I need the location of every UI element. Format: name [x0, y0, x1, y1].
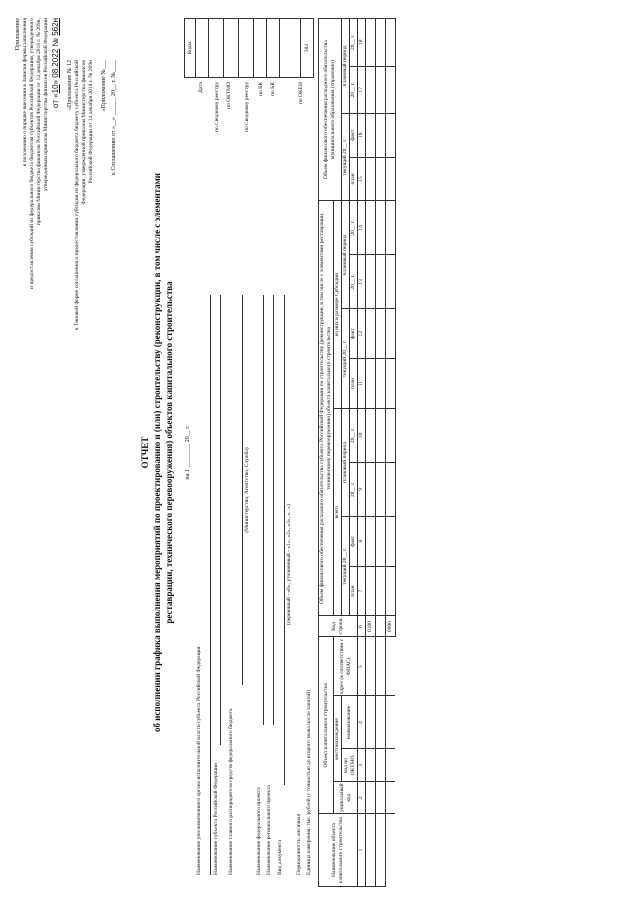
header-row-label: Наименование уполномоченного органа исполнительной власти субъекта Российской Федерации	[196, 646, 202, 875]
annex2-title: «Приложение № 12	[67, 60, 73, 110]
col-number: 10	[358, 408, 366, 462]
col-head-fact: факт	[350, 516, 358, 566]
approval-stamp: от «10» 08.2022 № 562н	[51, 18, 60, 108]
annex-title: Приложение	[15, 18, 21, 51]
code-cell	[267, 19, 280, 78]
col-number: 14	[358, 201, 366, 255]
col-head-fact: факт	[350, 113, 358, 157]
col-head-current: текущий 20__ г.	[342, 113, 350, 200]
col-head-year: 20__ г.	[350, 255, 358, 309]
header-row-label: Периодичность: месячная	[296, 813, 302, 875]
code-cell	[239, 19, 254, 78]
report-date: на 1 ________ 20__ г.	[185, 425, 191, 480]
col-head-object: Объект капитального строительства	[319, 637, 334, 814]
col-head-name: Наименование объекта капитального строительства	[319, 814, 358, 887]
table-row	[376, 19, 386, 887]
code-cell	[196, 19, 209, 78]
fill-line	[284, 295, 285, 785]
col-head-plan: план	[350, 157, 358, 201]
table-row	[366, 19, 376, 887]
annex-line: утвержденным приказом Министерства финансов Российской Федерации	[43, 18, 49, 192]
header-row-label: Единица измерения: тыс. рублей (с точностью до второго знака после запятой)	[306, 690, 312, 875]
row-code: 0100	[366, 616, 376, 637]
annex2-line: Российской Федерации от 14 декабря 2018 г. № 269н	[88, 60, 94, 184]
fill-line	[273, 295, 274, 725]
col-number: 18	[358, 19, 366, 67]
col-number: 11	[358, 359, 366, 409]
col-head-year: 20__ г.	[350, 19, 358, 67]
col-head-planned: плановый период	[342, 408, 350, 516]
col-head-current: текущий 20__ г.	[342, 516, 350, 615]
col-head-location: местонахождение	[334, 696, 342, 782]
header-row-label: Наименование федерального проекта	[256, 787, 262, 875]
report-title-line1: об исполнении графика выполнения мероприятий по проектированию и (или) строительству (реконструкции, в том числе с элементами	[152, 173, 162, 732]
col-number: 15	[358, 157, 366, 201]
header-row-label: Наименование субъекта Российской Федерации	[213, 763, 219, 875]
col-head-plan: план	[350, 359, 358, 409]
col-number: 12	[358, 309, 366, 359]
code-label: по Сводному реестру	[244, 82, 250, 132]
col-head-address: адрес (в соответствии с ФИАС)	[334, 637, 358, 696]
report-label: ОТЧЕТ	[140, 436, 150, 469]
col-number: 6	[358, 616, 366, 637]
col-head-of-which: из них в размере Субсидии	[334, 201, 342, 409]
col-head-row-code: Код строки	[319, 616, 358, 637]
col-head-fact: факт	[350, 309, 358, 359]
col-head-oktmo: код по ОКТМО	[342, 749, 358, 782]
agreement-ref: к Соглашению от «__» ______ 20__ г. №____	[111, 60, 117, 175]
col-number: 17	[358, 66, 366, 113]
col-head-unique: уникальный код	[334, 782, 358, 814]
col-head-loc-name: наименование	[342, 696, 358, 749]
annex2-line: Федерации, утвержденной приказом Министерства финансов	[81, 60, 87, 205]
col-head-municipal: Объем финансового обеспечения расходного обязательства муниципального образования (справочно)	[319, 19, 342, 201]
code-label: по БК	[270, 82, 276, 96]
code-label: по БК	[258, 82, 264, 96]
col-number: 16	[358, 113, 366, 157]
code-cell	[280, 19, 301, 78]
col-number: 8	[358, 516, 366, 566]
doc-hint: (первичный - «0», уточненный - «1», «2», «3», «...»)	[286, 504, 292, 625]
annex-line: и предоставления субсидий из федерального бюджета бюджетам субъектов Российской Федерации, утвержденного	[29, 18, 35, 289]
fill-line	[210, 295, 211, 875]
header-row-label: Вид документа	[277, 839, 283, 875]
codes-box	[184, 18, 314, 78]
code-label: по Сводному реестру	[214, 82, 220, 132]
col-head-year: 20__ г.	[350, 408, 358, 462]
fill-line	[242, 295, 243, 685]
code-label: по ОКТМО	[226, 82, 232, 109]
annex2-line: к Типовой форме соглашения о предоставлении субсидии из федерального бюджета бюджету субъекта Российской	[74, 60, 80, 331]
code-cell	[209, 19, 224, 78]
col-head-planned: плановый период	[342, 19, 350, 114]
report-title-line2: реставрации, технического перевооружения) объектов капитального строительства	[164, 281, 174, 624]
col-number: 9	[358, 462, 366, 516]
header-row-label: Наименование регионального проекта	[266, 785, 272, 875]
col-number: 3	[358, 749, 366, 782]
annex-line: приказом Министерства финансов Российской Федерации от 14 декабря 2018 г. № 269н,	[36, 18, 42, 226]
fill-line	[263, 295, 264, 725]
col-head-total: всего	[334, 408, 342, 616]
header-row-label: Наименование главного распорядителя средств федерального бюджета	[228, 708, 234, 875]
codes-title: Коды	[185, 19, 196, 78]
fill-line	[220, 295, 221, 745]
col-head-year: 20__ г.	[350, 462, 358, 516]
col-head-plan: план	[350, 566, 358, 616]
col-number: 2	[358, 782, 366, 814]
table-row-total	[386, 19, 396, 887]
col-head-planned: плановый период	[342, 201, 350, 309]
code-cell	[224, 19, 239, 78]
code-cell	[254, 19, 267, 78]
main-table	[318, 18, 396, 887]
col-head-current: текущий 20__ г.	[342, 309, 350, 408]
col-head-year: 20__ г.	[350, 201, 358, 255]
col-head-year: 20__ г.	[350, 66, 358, 113]
row-code: 0900	[386, 616, 396, 637]
ministry-hint: (Министерство, Агентство, Служба)	[244, 447, 250, 533]
col-number: 5	[358, 637, 366, 696]
col-head-federal: Объем финансового обеспечения расходного обязательства субъекта Российской Федерации по строительству (реконструкции, в том числе с элементами реставрации, техническому перевооружению) объекта капитального строительства	[319, 201, 334, 616]
col-number: 4	[358, 696, 366, 749]
col-number: 7	[358, 566, 366, 616]
col-number: 1	[358, 814, 366, 887]
annex-number: «Приложение №___	[101, 60, 107, 112]
annex-line: к положению о порядке внесения в Записки формы заполнения	[22, 18, 28, 167]
code-okei: 384	[301, 19, 314, 78]
col-number: 13	[358, 255, 366, 309]
code-label: по ОКЕИ	[298, 82, 304, 105]
code-label: Дата	[198, 82, 204, 93]
